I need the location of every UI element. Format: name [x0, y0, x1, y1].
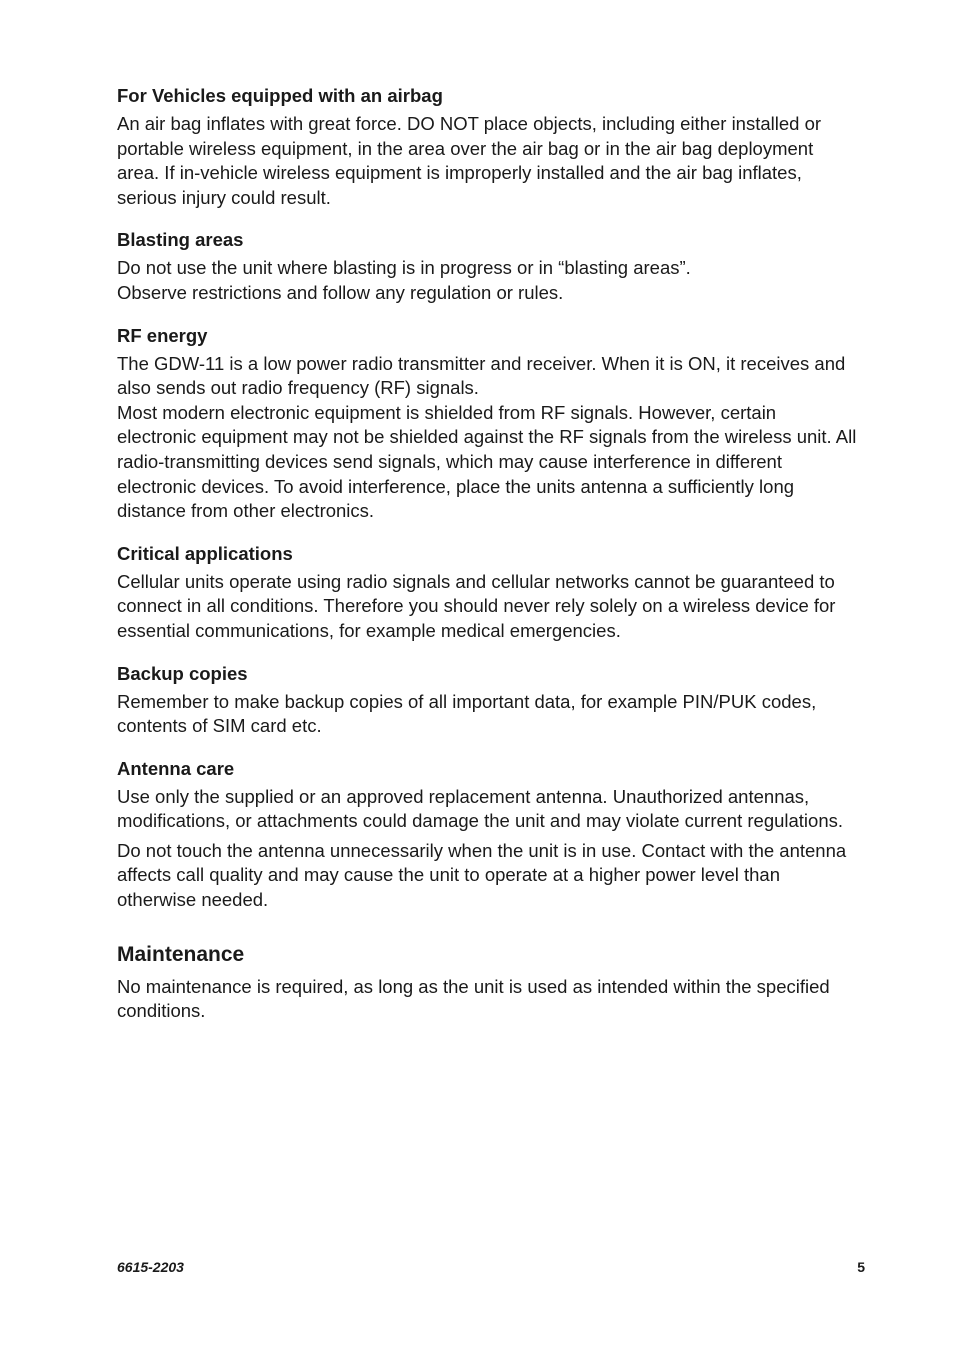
section-paragraph: Do not touch the antenna unnecessarily when the unit is in use. Contact with the antenna affects call quality and may cause the unit to operate at a higher power level than otherwise needed.	[117, 839, 847, 911]
document-page	[117, 84, 859, 1042]
section-paragraph: Use only the supplied or an approved replacement antenna. Unauthorized antennas, modifications, or attachments could damage the unit and may violate current regulations.	[117, 785, 844, 832]
section-paragraph: Remember to make backup copies of all important data, for example PIN/PUK codes, contents of SIM card etc.	[117, 690, 817, 737]
section-blasting-areas	[117, 228, 859, 305]
section-backup-copies	[117, 662, 859, 739]
section-paragraph: Most modern electronic equipment is shielded from RF signals. However, certain electronic equipment may not be shielded against the RF signals from the wireless unit. All radio-transmitting devices send signals, which may cause interference in different electronic devices. To avoid interference, place the units antenna a sufficiently long distance from other electronics.	[117, 401, 857, 522]
footer-page-number: 5	[857, 1259, 865, 1275]
section-heading: For Vehicles equipped with an airbag	[117, 85, 443, 106]
section-paragraph: The GDW-11 is a low power radio transmitter and receiver. When it is ON, it receives and also sends out radio frequency (RF) signals.	[117, 352, 846, 399]
section-paragraph: Do not use the unit where blasting is in progress or in “blasting areas”.	[117, 257, 691, 279]
section-heading: Critical applications	[117, 542, 293, 564]
section-maintenance	[117, 941, 859, 1024]
section-paragraph: Observe restrictions and follow any regulation or rules.	[117, 281, 564, 303]
section-heading: Antenna care	[117, 757, 235, 779]
section-paragraph: An air bag inflates with great force. DO NOT place objects, including either installed or portable wireless equipment, in the area over the air bag or in the air bag deployment area. If in-vehicle wireless equipment is improperly installed and the air bag inflates, serious injury could result.	[117, 113, 822, 208]
section-heading: RF energy	[117, 324, 208, 346]
section-heading: Blasting areas	[117, 229, 244, 251]
section-paragraph: Cellular units operate using radio signals and cellular networks cannot be guaranteed to connect in all conditions. Therefore you should never rely solely on a wireless device for essential communications, for example medical emergencies.	[117, 570, 836, 641]
section-antenna-care	[117, 757, 859, 913]
section-airbag	[117, 84, 859, 210]
section-critical-applications	[117, 542, 859, 644]
maintenance-paragraph: No maintenance is required, as long as the unit is used as intended within the specified conditions.	[117, 975, 830, 1022]
section-rf-energy	[117, 324, 859, 524]
maintenance-heading: Maintenance	[117, 942, 245, 966]
footer-doc-number: 6615-2203	[117, 1259, 184, 1275]
section-heading: Backup copies	[117, 662, 248, 684]
